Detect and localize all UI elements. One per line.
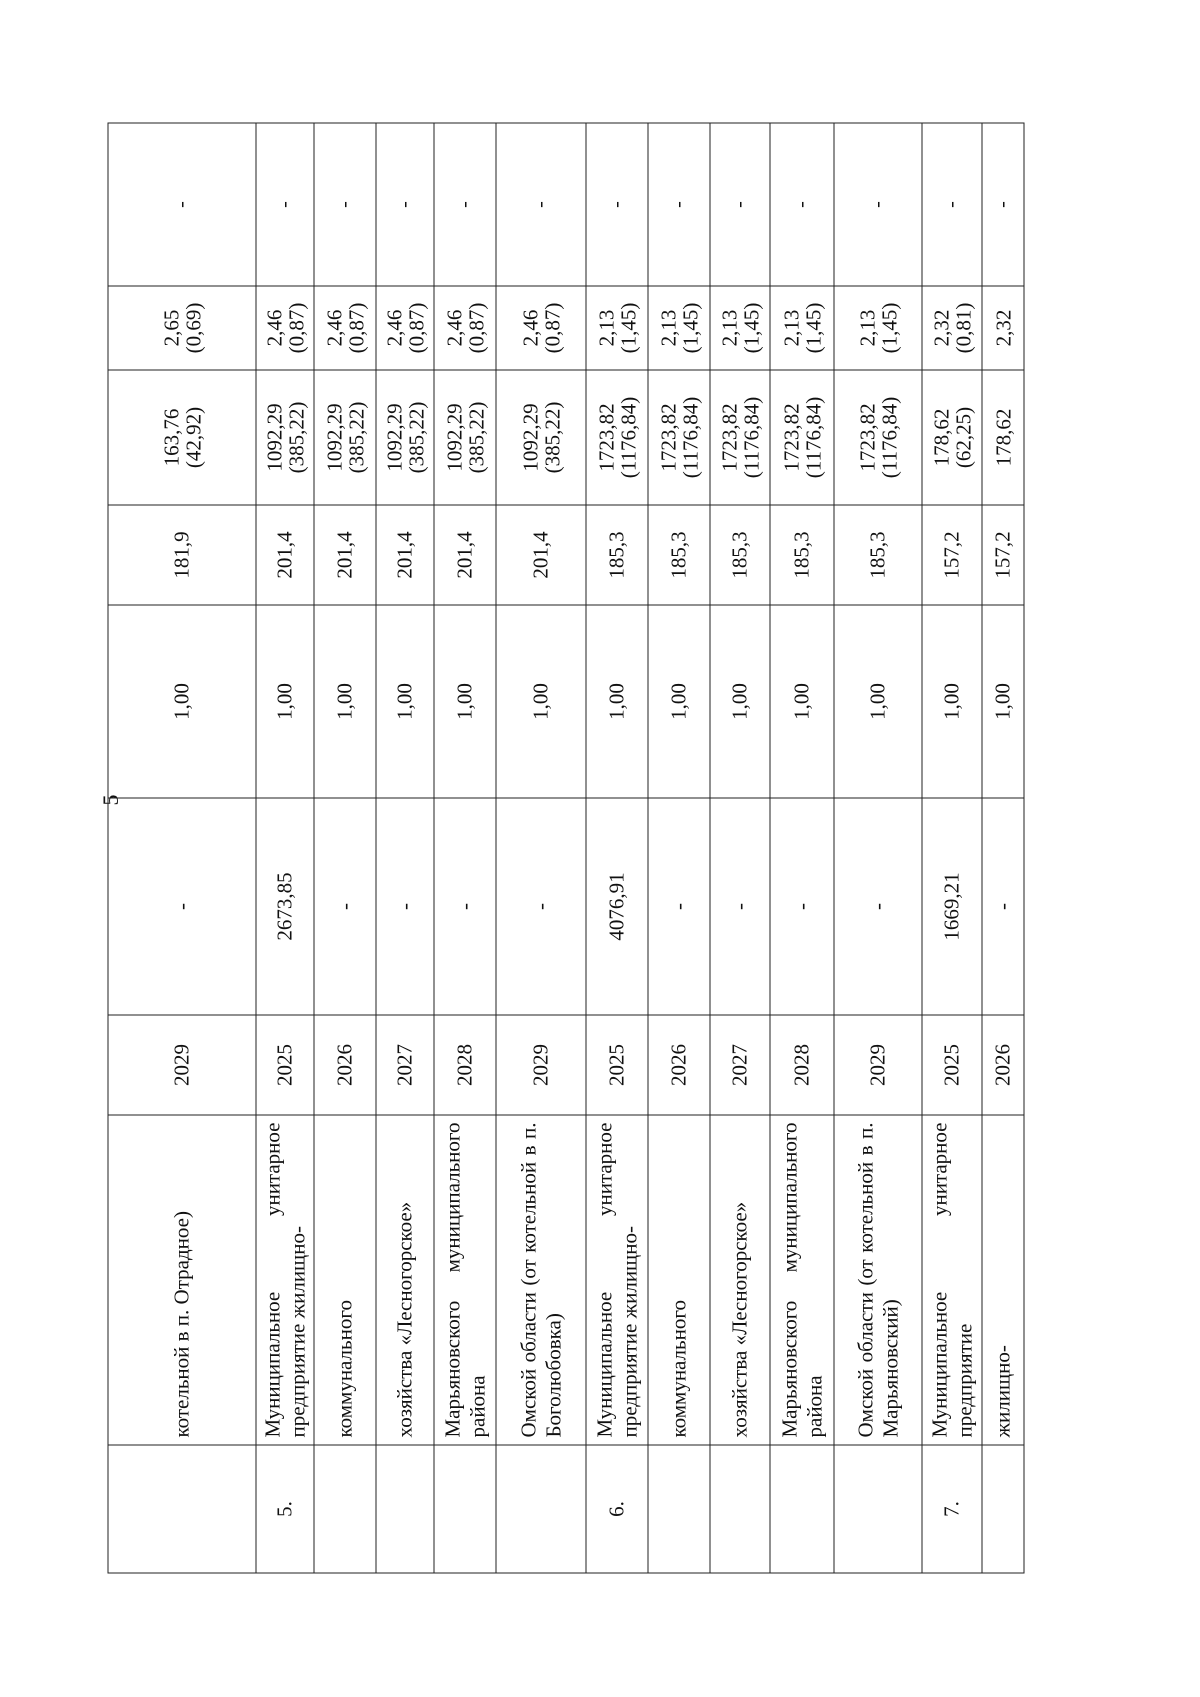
tariff-cell: 1092,29 (385,22) [496, 370, 586, 505]
coefficient-cell: 1,00 [922, 605, 982, 798]
row-number-cell [376, 1445, 434, 1573]
organization-name-cell: коммунального [648, 1115, 710, 1445]
last-column-cell: - [648, 123, 710, 286]
page-number: 5 [98, 794, 123, 806]
table-row [256, 123, 314, 1573]
investment-cell: - [834, 798, 922, 1015]
volume-cell: 185,3 [770, 505, 834, 605]
last-column-cell: - [496, 123, 586, 286]
volume-cell: 201,4 [376, 505, 434, 605]
volume-cell: 185,3 [710, 505, 770, 605]
year-cell: 2025 [922, 1015, 982, 1115]
last-column-cell: - [770, 123, 834, 286]
table-row [496, 123, 586, 1573]
row-number-cell [496, 1445, 586, 1573]
table-body [108, 123, 1024, 1573]
investment-cell: - [770, 798, 834, 1015]
tariff-table [108, 123, 1025, 1574]
last-column-cell: - [982, 123, 1024, 286]
year-cell: 2025 [256, 1015, 314, 1115]
year-cell: 2029 [496, 1015, 586, 1115]
coefficient-cell: 1,00 [376, 605, 434, 798]
last-column-cell: - [376, 123, 434, 286]
coefficient-cell: 1,00 [770, 605, 834, 798]
volume-cell: 157,2 [982, 505, 1024, 605]
organization-name-cell: Омской области (от котельной в п. Марьяновский) [834, 1115, 922, 1445]
coefficient-cell: 1,00 [314, 605, 376, 798]
row-number-cell [770, 1445, 834, 1573]
last-column-cell: - [710, 123, 770, 286]
investment-cell: 1669,21 [922, 798, 982, 1015]
organization-name-cell: хозяйства «Лесногорское» [710, 1115, 770, 1445]
share-cell: 2,13 (1,45) [586, 286, 648, 370]
share-cell: 2,46 (0,87) [376, 286, 434, 370]
table-row [922, 123, 982, 1573]
year-cell: 2026 [982, 1015, 1024, 1115]
organization-name-cell: Марьяновского муниципального района [770, 1115, 834, 1445]
row-number-cell [434, 1445, 496, 1573]
volume-cell: 185,3 [586, 505, 648, 605]
share-cell: 2,46 (0,87) [434, 286, 496, 370]
tariff-cell: 1092,29 (385,22) [434, 370, 496, 505]
year-cell: 2026 [314, 1015, 376, 1115]
volume-cell: 157,2 [922, 505, 982, 605]
organization-name-cell: Муниципальное унитарное предприятие [922, 1115, 982, 1445]
organization-name-cell: коммунального [314, 1115, 376, 1445]
volume-cell: 185,3 [834, 505, 922, 605]
year-cell: 2025 [586, 1015, 648, 1115]
table-row [586, 123, 648, 1573]
organization-name-cell: жилищно- [982, 1115, 1024, 1445]
organization-name-cell: Муниципальное унитарное предприятие жилищно- [586, 1115, 648, 1445]
share-cell: 2,13 (1,45) [834, 286, 922, 370]
row-number-cell [982, 1445, 1024, 1573]
coefficient-cell: 1,00 [434, 605, 496, 798]
last-column-cell: - [922, 123, 982, 286]
last-column-cell: - [834, 123, 922, 286]
last-column-cell: - [314, 123, 376, 286]
row-number-cell [710, 1445, 770, 1573]
table-row [376, 123, 434, 1573]
investment-cell: - [434, 798, 496, 1015]
investment-cell: - [376, 798, 434, 1015]
share-cell: 2,46 (0,87) [496, 286, 586, 370]
row-number-cell: 6. [586, 1445, 648, 1573]
year-cell: 2028 [434, 1015, 496, 1115]
volume-cell: 185,3 [648, 505, 710, 605]
share-cell: 2,32 [982, 286, 1024, 370]
volume-cell: 201,4 [434, 505, 496, 605]
year-cell: 2027 [710, 1015, 770, 1115]
year-cell: 2028 [770, 1015, 834, 1115]
organization-name-cell: хозяйства «Лесногорское» [376, 1115, 434, 1445]
share-cell: 2,13 (1,45) [770, 286, 834, 370]
tariff-cell: 1092,29 (385,22) [256, 370, 314, 505]
table-row [108, 123, 256, 1573]
volume-cell: 201,4 [314, 505, 376, 605]
coefficient-cell: 1,00 [710, 605, 770, 798]
tariff-cell: 163,76 (42,92) [108, 370, 256, 505]
coefficient-cell: 1,00 [586, 605, 648, 798]
tariff-cell: 178,62 [982, 370, 1024, 505]
investment-cell: - [648, 798, 710, 1015]
share-cell: 2,46 (0,87) [314, 286, 376, 370]
investment-cell: - [108, 798, 256, 1015]
year-cell: 2029 [108, 1015, 256, 1115]
year-cell: 2027 [376, 1015, 434, 1115]
tariff-cell: 1723,82 (1176,84) [586, 370, 648, 505]
tariff-cell: 178,62 (62,25) [922, 370, 982, 505]
investment-cell: - [314, 798, 376, 1015]
row-number-cell: 5. [256, 1445, 314, 1573]
investment-cell: 4076,91 [586, 798, 648, 1015]
last-column-cell: - [586, 123, 648, 286]
coefficient-cell: 1,00 [108, 605, 256, 798]
row-number-cell [108, 1445, 256, 1573]
table-row [834, 123, 922, 1573]
year-cell: 2026 [648, 1015, 710, 1115]
organization-name-cell: Марьяновского муниципального района [434, 1115, 496, 1445]
organization-name-cell: Муниципальное унитарное предприятие жилищно- [256, 1115, 314, 1445]
organization-name-cell: Омской области (от котельной в п. Боголюбовка) [496, 1115, 586, 1445]
investment-cell: 2673,85 [256, 798, 314, 1015]
coefficient-cell: 1,00 [982, 605, 1024, 798]
share-cell: 2,13 (1,45) [648, 286, 710, 370]
share-cell: 2,46 (0,87) [256, 286, 314, 370]
table-row [770, 123, 834, 1573]
table-row [648, 123, 710, 1573]
tariff-cell: 1092,29 (385,22) [314, 370, 376, 505]
year-cell: 2029 [834, 1015, 922, 1115]
tariff-cell: 1092,29 (385,22) [376, 370, 434, 505]
table-row [314, 123, 376, 1573]
table-row [710, 123, 770, 1573]
share-cell: 2,32 (0,81) [922, 286, 982, 370]
row-number-cell [648, 1445, 710, 1573]
investment-cell: - [710, 798, 770, 1015]
rotated-table-sheet [108, 124, 1093, 1574]
coefficient-cell: 1,00 [834, 605, 922, 798]
share-cell: 2,65 (0,69) [108, 286, 256, 370]
volume-cell: 181,9 [108, 505, 256, 605]
investment-cell: - [982, 798, 1024, 1015]
row-number-cell [834, 1445, 922, 1573]
share-cell: 2,13 (1,45) [710, 286, 770, 370]
coefficient-cell: 1,00 [256, 605, 314, 798]
row-number-cell [314, 1445, 376, 1573]
last-column-cell: - [434, 123, 496, 286]
volume-cell: 201,4 [496, 505, 586, 605]
tariff-cell: 1723,82 (1176,84) [648, 370, 710, 505]
tariff-cell: 1723,82 (1176,84) [834, 370, 922, 505]
investment-cell: - [496, 798, 586, 1015]
organization-name-cell: котельной в п. Отрадное) [108, 1115, 256, 1445]
coefficient-cell: 1,00 [648, 605, 710, 798]
last-column-cell: - [256, 123, 314, 286]
coefficient-cell: 1,00 [496, 605, 586, 798]
last-column-cell: - [108, 123, 256, 286]
volume-cell: 201,4 [256, 505, 314, 605]
row-number-cell: 7. [922, 1445, 982, 1573]
tariff-cell: 1723,82 (1176,84) [710, 370, 770, 505]
table-row [982, 123, 1024, 1573]
table-row [434, 123, 496, 1573]
tariff-cell: 1723,82 (1176,84) [770, 370, 834, 505]
